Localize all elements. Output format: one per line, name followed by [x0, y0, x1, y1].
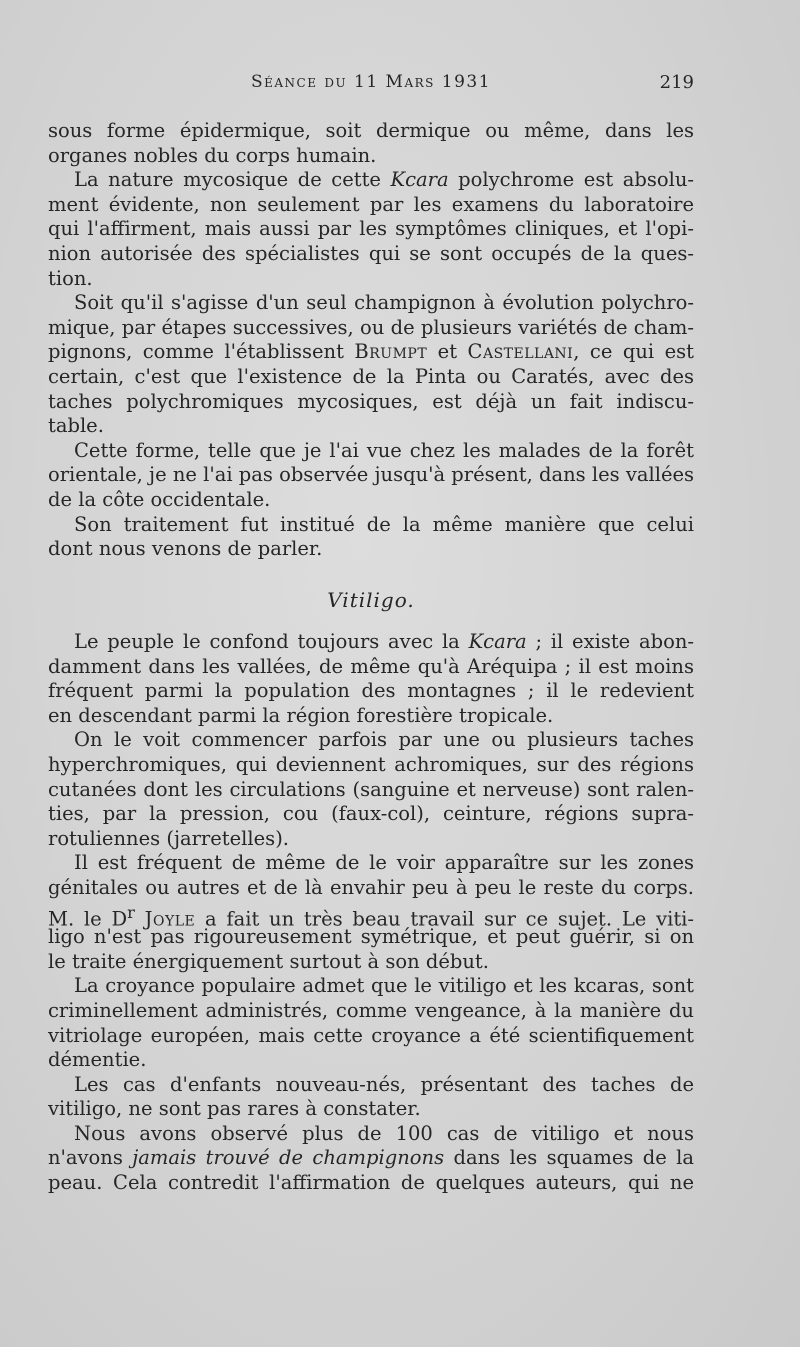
text-line: qui l'affirment, mais aussi par les symptômes cliniques, et l'opi-: [48, 217, 694, 241]
text-run: polychrome est absolu-: [448, 168, 694, 192]
text-run: a fait un très beau travail sur ce sujet. Le viti-: [195, 907, 694, 931]
text-line: ment évidente, non seulement par les examens du laboratoire: [48, 192, 694, 216]
text-block-vitiligo: [48, 630, 694, 1196]
text-line: en descendant parmi la région forestière tropicale.: [48, 703, 554, 727]
text-line: démentie.: [48, 1048, 147, 1072]
author-name: Castellani: [467, 340, 574, 364]
text-line: vitiligo, ne sont pas rares à constater.: [48, 1097, 421, 1121]
text-line: table.: [48, 414, 104, 438]
running-title: Séance du 11 Mars 1931: [250, 72, 492, 92]
text-line: Nous avons observé plus de 100 cas de vitiligo et nous: [74, 1121, 694, 1145]
page-number: 219: [659, 72, 694, 93]
text-run: dans les squames de la: [444, 1146, 694, 1170]
text-run: La nature mycosique de cette: [74, 168, 391, 192]
text-run: pignons, comme l'établissent: [48, 340, 355, 364]
text-line: sous forme épidermique, soit dermique ou même, dans les: [48, 119, 694, 142]
italic-phrase: jamais trouvé de champignons: [132, 1146, 445, 1170]
text-line: orientale, je ne l'ai pas observée jusqu'à présent, dans les vallées: [48, 463, 695, 487]
text-line: ligo n'est pas rigoureusement symétrique, et peut guérir, si on: [48, 925, 694, 949]
text-line: damment dans les vallées, de même qu'à Aréquipa ; il est moins: [48, 654, 694, 678]
text-line: [48, 901, 694, 931]
text-line: génitales ou autres et de là envahir peu à peu le reste du corps.: [48, 875, 694, 899]
text-line: tion.: [48, 266, 93, 290]
text-line: de la côte occidentale.: [48, 487, 271, 511]
text-line: taches polychromiques mycosiques, est déjà un fait indiscu-: [48, 389, 694, 413]
text-line: criminellement administrés, comme vengeance, à la manière du: [48, 998, 694, 1022]
text-run: Le peuple le confond toujours avec la: [74, 630, 469, 653]
text-line: On le voit commencer parfois par une ou plusieurs taches: [74, 728, 694, 752]
text-line: rotuliennes (jarretelles).: [48, 826, 289, 850]
running-head: [48, 72, 694, 102]
text-line: certain, c'est que l'existence de la Pinta ou Caratés, avec des: [48, 364, 694, 388]
text-run: et: [427, 340, 468, 364]
text-run: , ce qui est: [573, 340, 694, 364]
text-run: ; il existe abon-: [526, 630, 694, 653]
text-line: dont nous venons de parler.: [48, 537, 323, 561]
text-line: Il est fréquent de même de le voir apparaître sur les zones: [74, 851, 694, 875]
text-line: Son traitement fut institué de la même manière que celui: [74, 512, 694, 536]
text-line: le traite énergiquement surtout à son début.: [48, 949, 489, 973]
text-line: peau. Cela contredit l'affirmation de quelques auteurs, qui ne: [48, 1171, 694, 1195]
text-line: fréquent parmi la population des montagnes ; il le redevient: [48, 679, 694, 703]
text-line: hyperchromiques, qui deviennent achromiques, sur des régions: [48, 752, 694, 776]
text-run: n'avons: [48, 1146, 133, 1170]
italic-term: Kcara: [390, 168, 449, 192]
text-line: organes nobles du corps humain.: [48, 143, 377, 167]
text-line: Soit qu'il s'agisse d'un seul champignon à évolution polychro-: [74, 291, 694, 315]
text-line: nion autorisée des spécialistes qui se sont occupés de la ques-: [48, 241, 694, 265]
text-line: mique, par étapes successives, ou de plusieurs variétés de cham-: [48, 315, 694, 339]
text-line: [48, 1146, 694, 1171]
text-line: cutanées dont les circulations (sanguine et nerveuse) sont ralen-: [48, 777, 694, 801]
text-line: La croyance populaire admet que le vitiligo et les kcaras, sont: [74, 974, 694, 998]
text-block-kcara: [48, 119, 694, 562]
text-line: Cette forme, telle que je l'ai vue chez les malades de la forêt: [74, 438, 694, 462]
italic-term: Kcara: [468, 630, 527, 653]
text-line: [48, 168, 694, 193]
author-name: Brumpt: [354, 340, 428, 364]
text-line: vitriolage européen, mais cette croyance a été scientifiquement: [48, 1023, 694, 1047]
text-line: ties, par la pression, cou (faux-col), ceinture, régions supra-: [48, 802, 694, 826]
text-line: [48, 630, 694, 655]
text-run: M. le D: [48, 907, 128, 931]
section-heading: Vitiligo.: [327, 588, 415, 612]
text-line: [48, 340, 694, 365]
superscript: r: [127, 902, 135, 922]
author-name: Joyle: [144, 907, 196, 931]
text-line: Les cas d'enfants nouveau-nés, présentant des taches de: [74, 1072, 694, 1096]
